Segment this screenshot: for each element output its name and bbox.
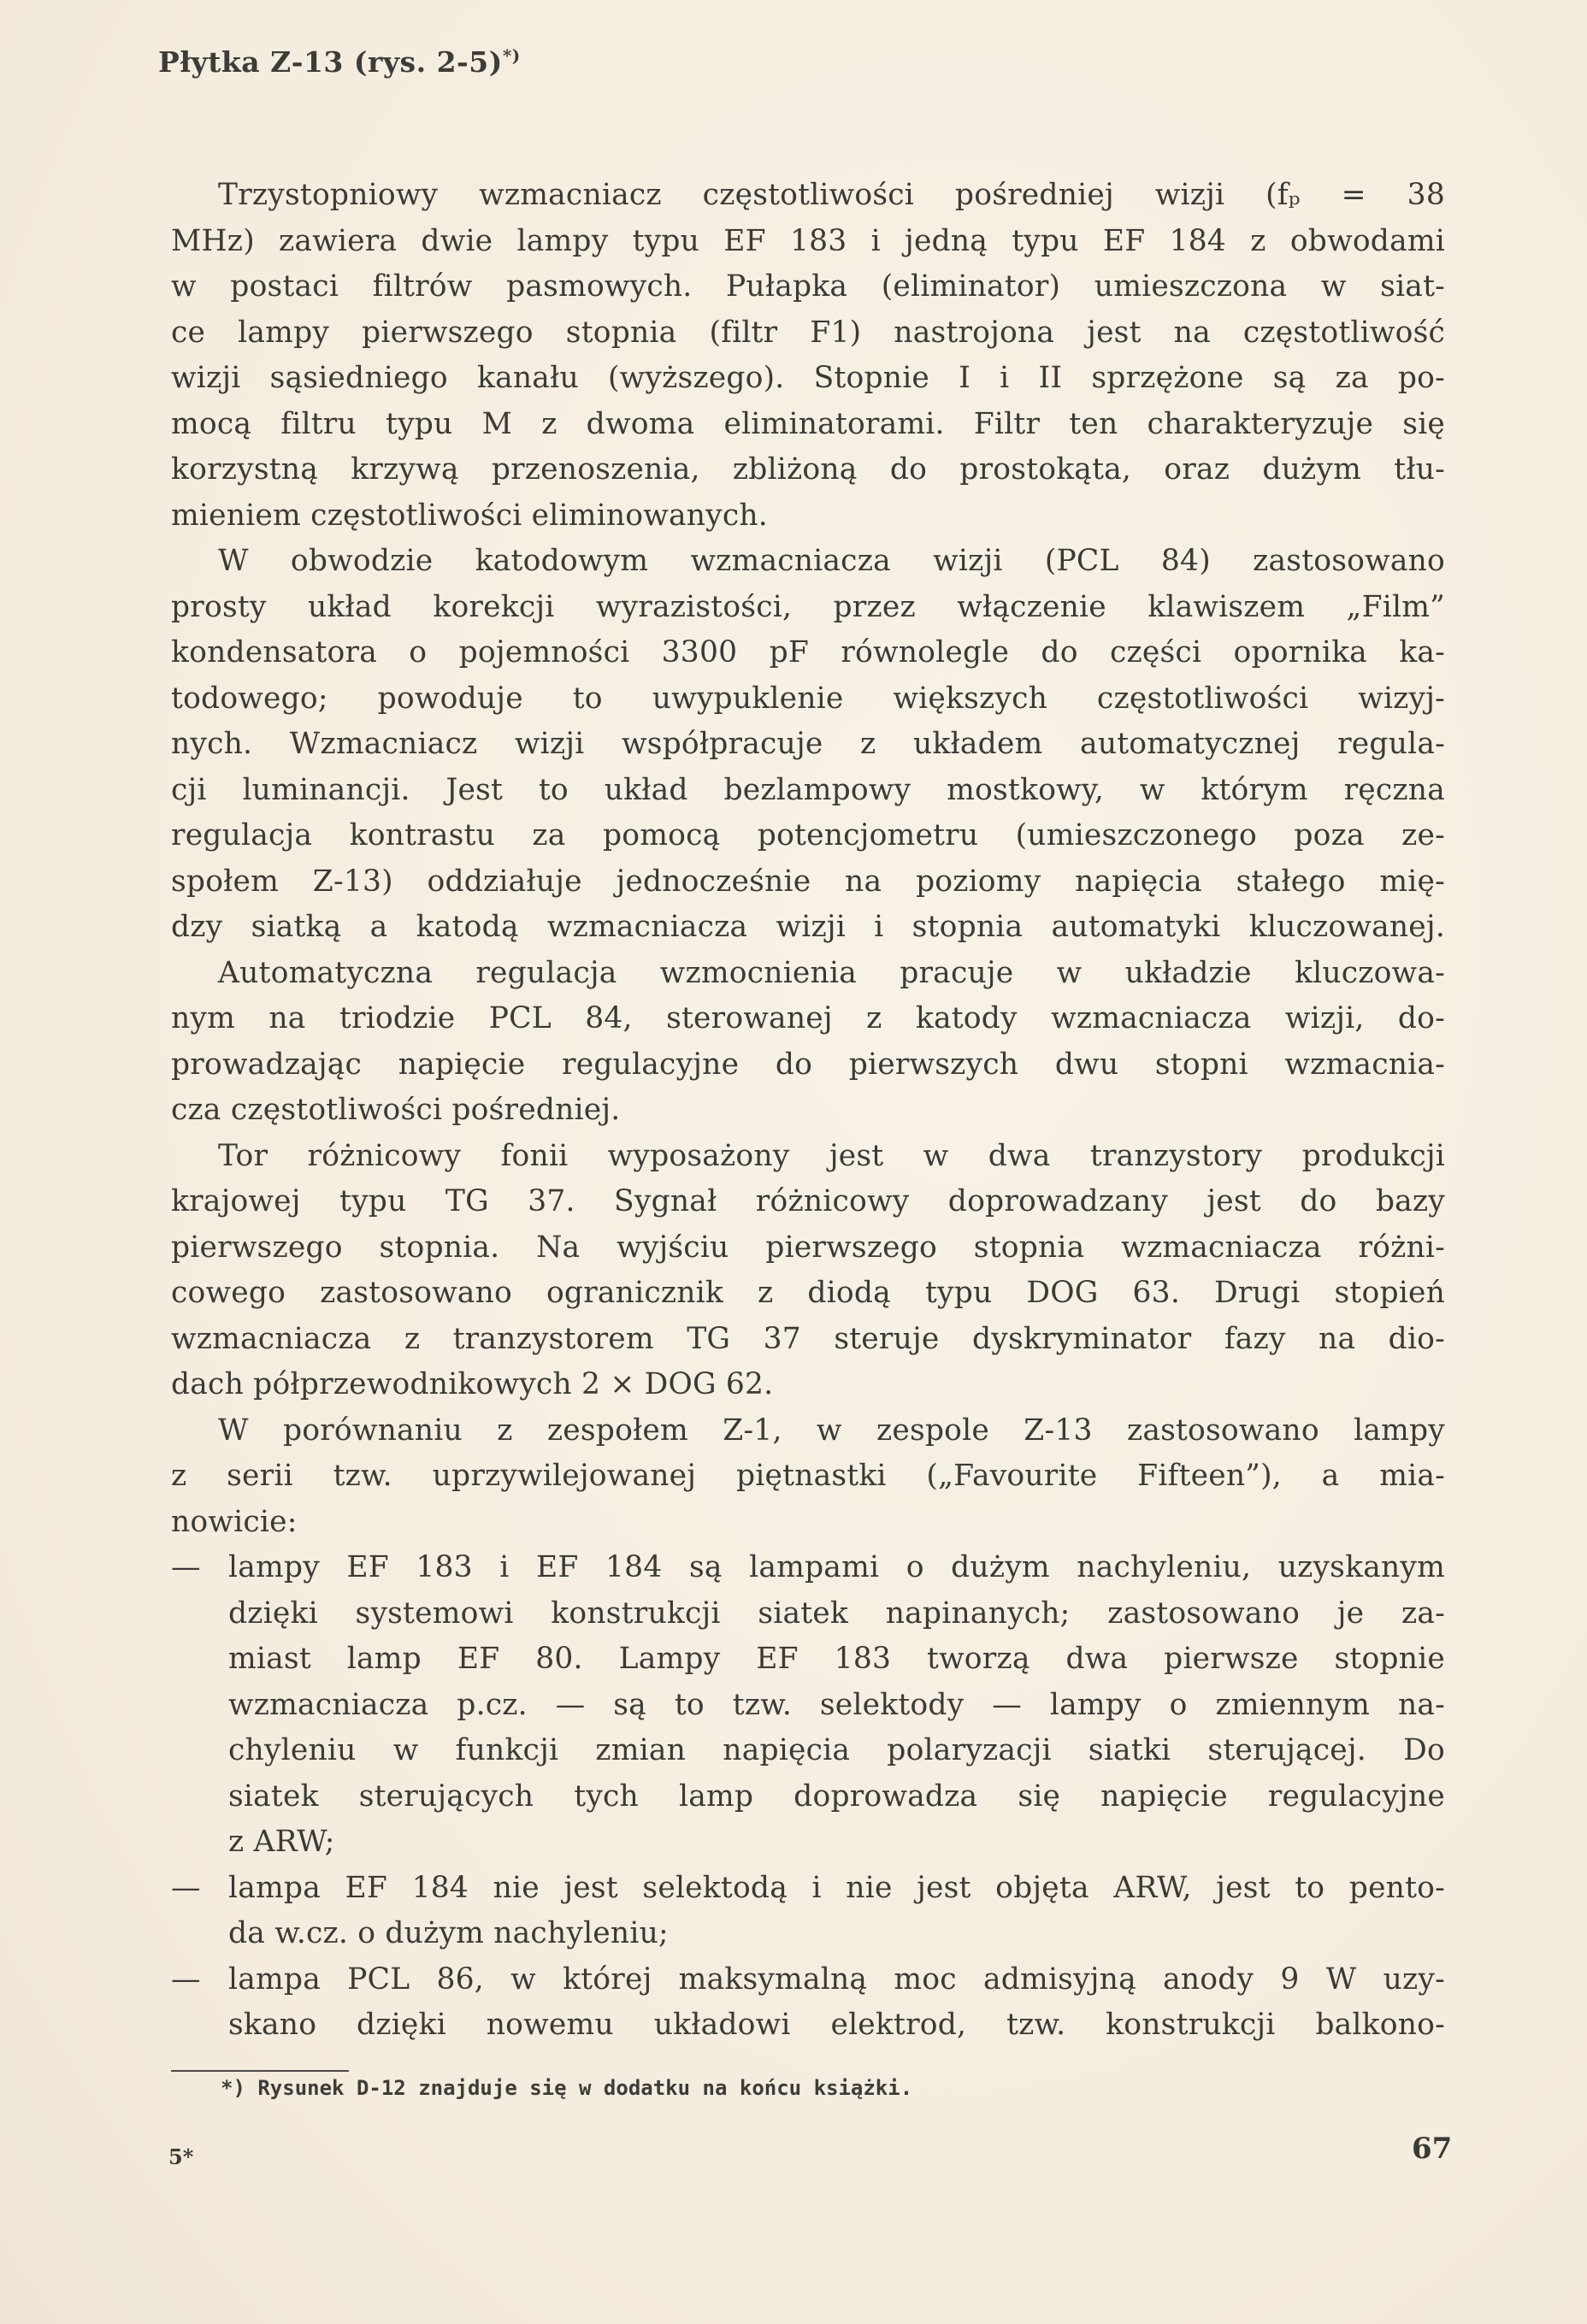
page-number: 67 (1412, 2132, 1453, 2166)
text-line: dzy siatką a katodą wzmacniacza wizji i stopnia automatyki kluczowanej. (171, 910, 1445, 944)
text-line: nym na triodzie PCL 84, sterowanej z katody wzmacniacza wizji, do- (171, 1001, 1445, 1035)
text-line: todowego; powoduje to uwypuklenie większych częstotliwości wizyj- (171, 681, 1445, 716)
heading-text: Płytka Z-13 (rys. 2-5) (158, 45, 503, 79)
text-line: kondensatora o pojemności 3300 pF równolegle do części opornika ka- (171, 635, 1445, 669)
text-line: cowego zastosowano ogranicznik z diodą typu DOG 63. Drugi stopień (171, 1276, 1445, 1310)
text-line: mieniem częstotliwości eliminowanych. (171, 498, 768, 533)
list-item-line: siatek sterujących tych lamp doprowadza się napięcie regulacyjne (228, 1779, 1445, 1814)
text-line: społem Z-13) oddziałuje jednocześnie na poziomy napięcia stałego mię- (171, 864, 1445, 899)
text-line: ce lampy pierwszego stopnia (filtr F1) nastrojona jest na częstotliwość (171, 316, 1445, 350)
text-line: z serii tzw. uprzywilejowanej piętnastki („Favourite Fifteen”), a mia- (171, 1459, 1445, 1493)
text-line: cji luminancji. Jest to układ bezlampowy mostkowy, w którym ręczna (171, 773, 1445, 807)
footnote: *) Rysunek D-12 znajduje się w dodatku na końcu książki. (221, 2076, 913, 2100)
list-item-line: lampy EF 183 i EF 184 są lampami o dużym nachyleniu, uzyskanym (228, 1550, 1445, 1584)
text-line: prosty układ korekcji wyrazistości, przez włączenie klawiszem „Film” (171, 590, 1445, 624)
text-line: Trzystopniowy wzmacniacz częstotliwości pośredniej wizji (fₚ = 38 (218, 178, 1445, 212)
list-item-line: z ARW; (228, 1825, 335, 1859)
bullet-dash: — (171, 1550, 201, 1584)
list-item-line: wzmacniacza p.cz. — są to tzw. selektody — lampy o zmiennym na- (228, 1688, 1445, 1722)
text-line: pierwszego stopnia. Na wyjściu pierwszego stopnia wzmacniacza różni- (171, 1230, 1445, 1265)
list-item-line: lampa EF 184 nie jest selektodą i nie jest objęta ARW, jest to pento- (228, 1871, 1445, 1905)
signature-mark: 5* (168, 2144, 194, 2169)
text-line: regulacja kontrastu za pomocą potencjometru (umieszczonego poza ze- (171, 818, 1445, 852)
text-line: W obwodzie katodowym wzmacniacza wizji (PCL 84) zastosowano (218, 544, 1445, 578)
text-line: cza częstotliwości pośredniej. (171, 1093, 621, 1127)
text-line: W porównaniu z zespołem Z-1, w zespole Z-13 zastosowano lampy (218, 1413, 1445, 1448)
text-line: wizji sąsiedniego kanału (wyższego). Stopnie I i II sprzężone są za po- (171, 361, 1445, 395)
text-line: nowicie: (171, 1505, 298, 1539)
list-item-line: dzięki systemowi konstrukcji siatek napinanych; zastosowano je za- (228, 1596, 1445, 1631)
list-item-line: da w.cz. o dużym nachyleniu; (228, 1916, 669, 1950)
text-line: w postaci filtrów pasmowych. Pułapka (eliminator) umieszczona w siat- (171, 269, 1445, 304)
footnote-marker: *) (502, 45, 521, 66)
bullet-dash: — (171, 1871, 201, 1905)
section-heading (158, 45, 521, 79)
list-item-line: lampa PCL 86, w której maksymalną moc admisyjną anody 9 W uzy- (228, 1962, 1445, 1997)
text-line: krajowej typu TG 37. Sygnał różnicowy doprowadzany jest do bazy (171, 1184, 1445, 1218)
text-line: MHz) zawiera dwie lampy typu EF 183 i jedną typu EF 184 z obwodami (171, 224, 1445, 258)
list-item-line: miast lamp EF 80. Lampy EF 183 tworzą dwa pierwsze stopnie (228, 1642, 1445, 1676)
list-item-line: chyleniu w funkcji zmian napięcia polaryzacji siatki sterującej. Do (228, 1733, 1445, 1767)
text-line: wzmacniacza z tranzystorem TG 37 steruje dyskryminator fazy na dio- (171, 1322, 1445, 1356)
text-line: mocą filtru typu M z dwoma eliminatorami. Filtr ten charakteryzuje się (171, 407, 1445, 441)
text-line: prowadzając napięcie regulacyjne do pierwszych dwu stopni wzmacnia- (171, 1047, 1445, 1082)
footnote-rule (171, 2070, 349, 2072)
list-item-line: skano dzięki nowemu układowi elektrod, tzw. konstrukcji balkono- (228, 2008, 1445, 2042)
text-line: Automatyczna regulacja wzmocnienia pracuje w układzie kluczowa- (218, 956, 1445, 990)
text-line: nych. Wzmacniacz wizji współpracuje z układem automatycznej regula- (171, 727, 1445, 761)
text-line: dach półprzewodnikowych 2 × DOG 62. (171, 1367, 774, 1401)
text-line: korzystną krzywą przenoszenia, zbliżoną do prostokąta, oraz dużym tłu- (171, 452, 1445, 487)
text-line: Tor różnicowy fonii wyposażony jest w dwa tranzystory produkcji (218, 1139, 1445, 1173)
bullet-dash: — (171, 1962, 201, 1997)
